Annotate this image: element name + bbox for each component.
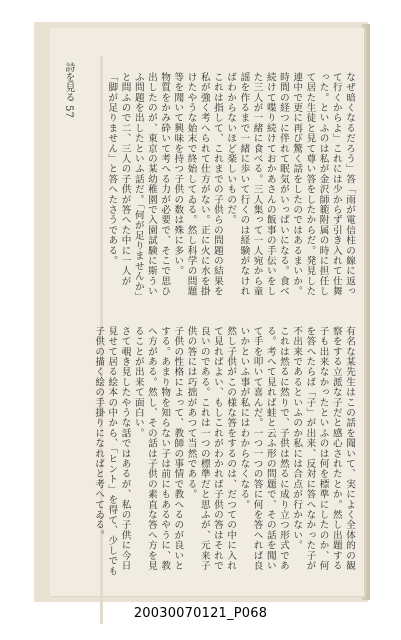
paragraph: 時間の経つに伴れて眠気がいっぱいになる。食べ続けて喋り続けておかあさんの飯事の手伝いをした三人が一緒に食べる。三人集って一人宛から童謡を作るまで一緒に歩いて行くのは経験がなければわからないほど楽しいものだ。	[225, 72, 289, 297]
paragraph: なぜ暗くなるだろう」答「雨が電信柱の線に返って行くからよ」これには少からず引き入れて仕舞った。といふのは私が金沢師範附属の時に担任して居た生徒と見て尊い答をしたからだ。発見した連中で更に再び驚く話をしたのではあるまいか。	[291, 72, 355, 297]
upper-text-block	[78, 72, 356, 304]
lower-text-block	[78, 326, 356, 580]
paragraph: 物質をかみ砕いて考へる力が必要で、そこで思ひ出したのが、東京の某幼稚園で入園試験に斯ういふ問題を出したといふ話だ。「何が足りませんか」と問ふので二、三人の子供が答へた中に一人が「脚が足りません」と答へたさうである。	[106, 72, 171, 302]
paragraph: 然し子供がこの様な答をするのは、だつての中に入れて見ればよい、もしこれがわかれば子供の答はそれで良いのである。これは一つの標準だと思ふが、元来子供の答には巧拙があつて当然である。	[185, 326, 237, 571]
image-caption: 20030070121_P068	[133, 606, 268, 621]
paragraph: さて覗き見したやうな話ではあるが、私の子供に今日見せて居る絵本の中から、「ヒント」を得て、少しでも子供の描く絵の手掛りになればと考へてゐる。	[93, 326, 131, 577]
paragraph: 有名な某先生はこの話を聞いて、実によく全体的の観察をする立派な子だと感心されたとか。然し出題する子も出来なかったといふのは何を標準にしたのか、何を答へたらば「子」が出来、反対に答へなかった子が不出来であるといふのか私には合点が行かない。	[291, 326, 355, 571]
paragraph: これは指して、これまでの子供らの問題の結果を私が強く考へられて仕方がない。正に火に水を掛けたやうな始末で終始してゐる。然し科学の問題等を聞いて興味を持つ子供の数は殊に多い。	[172, 72, 223, 297]
paragraph: これは然るに然りで、子供は然るに成り立つ形式である。考へて見れば蛙と云ふ形の問題で、その話を聞いて手を叩いて喜んだ。一つ一つの答に何を答へれば良いかといふ事が私にはわからなくなる。	[238, 326, 289, 571]
running-head: 詩を見る 57	[63, 62, 74, 118]
paragraph: 子供の性格によって、教師の事情で教へるのが良いとする。あまり物を知らない子は前にもあるやうに、教へ方がある。然し、その話は子供の素直な答へ方を見ることが出来て面白い。	[132, 326, 184, 571]
book-page	[50, 28, 365, 596]
